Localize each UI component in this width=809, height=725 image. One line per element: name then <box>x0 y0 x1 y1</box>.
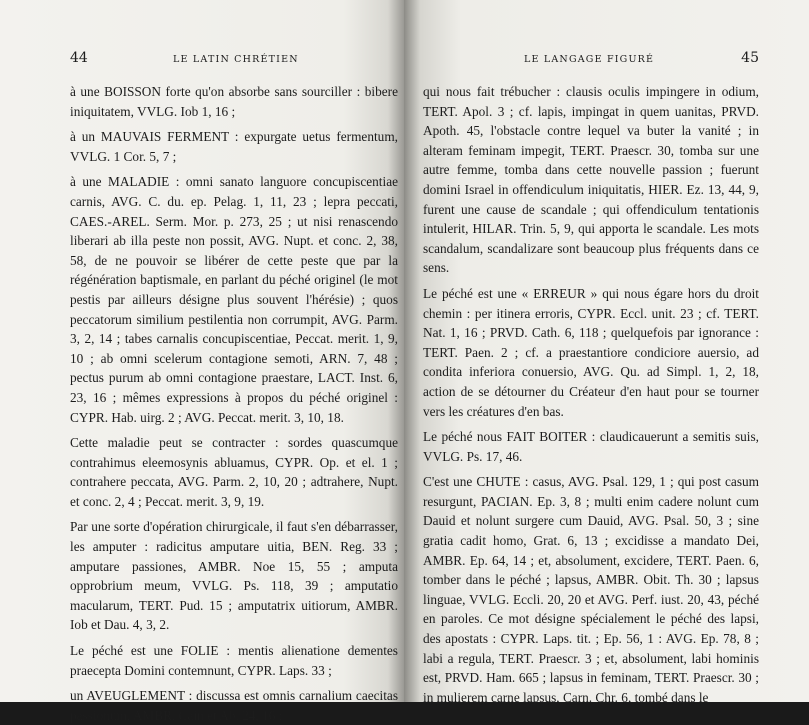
right-paragraph: qui nous fait trébucher : clausis oculis impingere in odium, TERT. Apol. 3 ; cf. lapis, impingat in quem uanitas, PRVD. Apoth. 45, l'obstacle contre lequel va buter la vanité ; in alteram feminam impegit, TERT. Praescr. 30, tomba sur une autre femme, tomba dans cette nouvelle passion ; fuerunt domini Israel in offendiculum iniquitatis, HIER. Ez. 13, 44, 9, furent une cause de scandale ; qui offendiculum tentationis intulerit, HILAR. Trin. 5, 9, qui apporta le scandale. Les mots scandalum, scandalizare sont beaucoup plus fréquents dans ce sens. <box>423 84 759 276</box>
left-paragraph: à une BOISSON forte qu'on absorbe sans sourciller : bibere iniquitatem, VVLG. Iob 1, 16 ; <box>70 84 398 119</box>
right-paragraph: C'est une CHUTE : casus, AVG. Psal. 129, 1 ; qui post casum resurgunt, PACIAN. Ep. 3, 8 ; multi enim cadere nolunt cum Dauid et nolunt surgere cum Dauid, AVG. Psal. 50, 3 ; sine gratia cadit homo, Grat. 6, 13 ; excidisse a mandato Dei, AMBR. Ep. 64, 14 ; et, absolument, excidere, TERT. Paen. 6, tomber dans le péché ; lapsus, AMBR. Obit. Th. 30 ; lapsus linguae, VVLG. Eccli. 20, 20 et AVG. Perf. iust. 20, 43, péché en paroles. Ce mot désigne spécialement le péché des lapsi, des apostats : CYPR. Laps. tit. ; Ep. 56, 1 : AVG. Ep. 78, 8 ; labi a regula, TERT. Praescr. 3 ; et, absolument, labi hominis est, PRVD. Ham. 665 ; lapsus in feminam, TERT. Praescr. 30 ; in mulierem carne lapsus, Carn. Chr. 6, tombé dans le <box>423 474 759 705</box>
left-page-number: 44 <box>70 50 88 66</box>
right-page-number: 45 <box>741 50 759 66</box>
left-paragraph: à une MALADIE : omni sanato languore concupiscentiae carnis, AVG. C. du. ep. Pelag. 1, 11, 23 ; lepra peccati, CAES.-AREL. Serm. Mor. p. 273, 25 ; ut nisi renascendo liberari ab illa peste non possit, AVG. Nupt. et conc. 2, 38, 58, de ne pouvoir se libérer de cette peste que par la régénération baptismale, en parlant du péché originel (le mot pestis par ailleurs désigne plus souvent l'hérésie) ; quos peccatorum similium pestilentia non corrumpit, AVG. Parm. 3, 2, 14 ; tabes carnalis concupiscentiae, Peccat. merit. 1, 9, 10 ; ab omni scelerum contagione semoti, ARN. 7, 48 ; pectus purum ab omni contagione praestare, LACT. Inst. 6, 23, 16 ; mêmes expressions à propos du péché originel : CYPR. Hab. uirg. 2 ; AVG. Peccat. merit. 3, 10, 18. <box>70 174 398 425</box>
right-page-header <box>423 50 759 66</box>
right-paragraph: Le péché nous FAIT BOITER : claudicauerunt a semitis suis, VVLG. Ps. 17, 46. <box>423 429 759 464</box>
left-paragraph: à un MAUVAIS FERMENT : expurgate uetus fermentum, VVLG. 1 Cor. 5, 7 ; <box>70 129 398 164</box>
left-paragraph: Cette maladie peut se contracter : sordes quascumque contrahimus eleemosynis abluamus, CYPR. Op. et el. 1 ; contrahere peccata, AVG. Parm. 2, 10, 20 ; adtrahere, Nupt. et conc. 2, 4 ; Peccat. merit. 3, 9, 19. <box>70 435 398 509</box>
right-page <box>404 0 809 705</box>
left-paragraph: Par une sorte d'opération chirurgicale, il faut s'en débarrasser, les amputer : radicitus amputare uitia, BEN. Reg. 33 ; amputare passiones, AMBR. Noe 15, 55 ; amputa opprobrium meum, VVLG. Ps. 118, 39 ; amputatio macularum, TERT. Pud. 15 ; amputatrix uitiorum, AMBR. Iob et Dau. 4, 3, 2. <box>70 519 398 633</box>
right-running-head: LE LANGAGE FIGURÉ <box>524 54 655 65</box>
left-running-head: LE LATIN CHRÉTIEN <box>173 54 299 65</box>
left-page <box>0 0 404 723</box>
left-page-header <box>70 50 398 66</box>
right-paragraph: Le péché est une « ERREUR » qui nous égare hors du droit chemin : per itinera erroris, CYPR. Eccl. unit. 23 ; cf. TERT. Nat. 1, 16 ; PRVD. Cath. 6, 118 ; quelquefois par ignorance : TERT. Paen. 2 ; cf. a praestantiore condiciore auersio, ad condita inferiora conuersio, AVG. Qu. ad Simpl. 1, 2, 18, action de se détourner du Créateur d'en haut pour se tourner vers les créatures d'en bas. <box>423 285 759 419</box>
left-paragraph: Le péché est une FOLIE : mentis alienatione dementes praecepta Domini contemnunt, CYPR. Laps. 33 ; <box>70 643 398 678</box>
left-paragraph: un AVEUGLEMENT : discussa est omnis carnalium caecitas passionum, AMBR. Cain et Ab. 24, 16 ; <box>70 688 398 723</box>
